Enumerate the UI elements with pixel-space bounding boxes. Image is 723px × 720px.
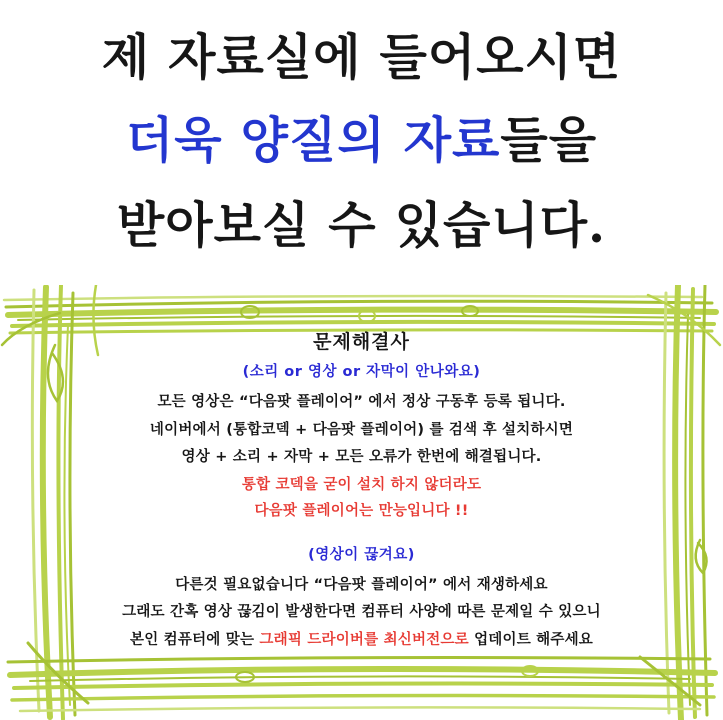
box-title: 문제해결사 [313,331,410,353]
last-line-red-text: 그래픽 드라이버를 최신버전으로 [259,631,469,648]
last-line-suffix: 업데이트 해주세요 [468,631,593,648]
section-gap [70,524,653,544]
section1-line: 영상 + 소리 + 자막 + 모든 오류가 한번에 해결됩니다. [181,449,542,465]
section1-subtitle: (소리 or 영상 or 자막이 안나와요) [242,364,481,380]
hero-line-3: 받아보실 수 있습니다. [116,196,607,254]
troubleshooting-box [70,330,653,654]
hero-line-2-black-text: 들을 [500,111,598,169]
section2-last-line [70,627,653,655]
section2-subtitle: (영상이 끊겨요) [308,546,415,563]
section1-warning-line: 통합 코덱을 굳이 설치 하지 않더라도 [241,476,482,493]
hero-line-2-blue-text: 더욱 양질의 자료 [125,111,501,169]
hero-line-2 [0,105,723,175]
hero-line-1: 제 자료실에 들어오시면 [101,28,622,86]
section2-line: 다른것 필요없습니다 “다음팟 플레이어” 에서 재생하세요 [175,576,548,593]
section1-warning-line: 다음팟 플레이어는 만능입니다 !! [254,502,469,519]
section2-line: 그래도 간혹 영상 끊김이 발생한다면 컴퓨터 사양에 따른 문제일 수 있으니 [122,604,601,620]
section1-line: 모든 영상은 “다음팟 플레이어” 에서 정상 구동후 등록 됩니다. [157,394,566,410]
section1-line: 네이버에서 (통합코덱 + 다음팟 플레이어) 를 검색 후 설치하시면 [149,421,574,438]
last-line-prefix: 본인 컴퓨터에 맞는 [130,631,260,648]
